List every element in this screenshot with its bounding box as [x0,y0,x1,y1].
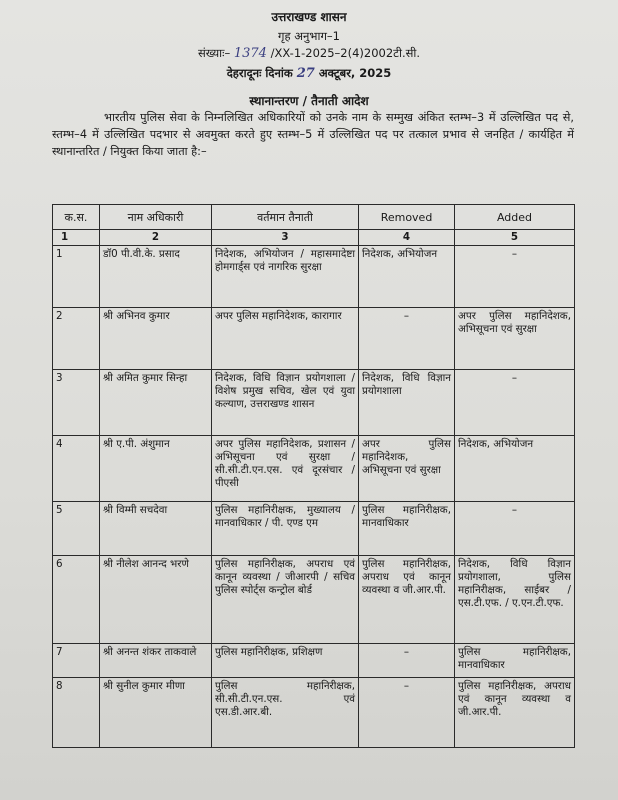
removed-posting-cell: निदेशक, अभियोजन [359,246,455,308]
handwritten-date: 27 [296,66,315,81]
column-number: 5 [455,230,575,246]
added-posting-cell: अपर पुलिस महानिदेशक, अभिसूचना एवं सुरक्षा [455,308,575,370]
table-row [53,370,575,436]
officer-name-cell: डॉ0 पी.वी.के. प्रसाद [100,246,212,308]
serial-cell: 7 [53,644,100,678]
table-header-row [53,205,575,230]
current-posting-cell: निदेशक, अभियोजन / महासमादेष्टा होमगार्ड्स एवं नागरिक सुरक्षा [212,246,359,308]
added-posting-cell: निदेशक, अभियोजन [455,436,575,502]
serial-cell: 2 [53,308,100,370]
order-number [0,46,618,61]
date-suffix: अक्टूबर, 2025 [318,66,392,80]
officer-name-cell: श्री अमित कुमार सिन्हा [100,370,212,436]
current-posting-cell: पुलिस महानिरीक्षक, मुख्यालय / मानवाधिकार / पी. एण्ड एम [212,502,359,556]
table-row [53,556,575,644]
header-added: Added [455,205,575,230]
serial-cell: 4 [53,436,100,502]
officer-name-cell: श्री अनन्त शंकर ताकवाले [100,644,212,678]
current-posting-cell: अपर पुलिस महानिदेशक, कारागार [212,308,359,370]
added-posting-cell: पुलिस महानिरीक्षक, अपराध एवं कानून व्यवस्था व जी.आर.पी. [455,678,575,748]
serial-cell: 5 [53,502,100,556]
date-prefix: देहरादूनः दिनांक [226,66,293,80]
current-posting-cell: पुलिस महानिरीक्षक, अपराध एवं कानून व्यवस्था / जीआरपी / सचिव पुलिस स्पोर्ट्स कन्ट्रोल बोर्ड [212,556,359,644]
officer-name-cell: श्री विम्मी सचदेवा [100,502,212,556]
column-number: 4 [359,230,455,246]
serial-cell: 3 [53,370,100,436]
table-row [53,246,575,308]
removed-posting-cell: निदेशक, विधि विज्ञान प्रयोगशाला [359,370,455,436]
added-posting-cell: – [455,246,575,308]
officer-name-cell: श्री अभिनव कुमार [100,308,212,370]
column-number: 1 [53,230,100,246]
added-posting-cell: पुलिस महानिरीक्षक, मानवाधिकार [455,644,575,678]
section-heading: गृह अनुभाग–1 [277,29,340,43]
removed-posting-cell: – [359,644,455,678]
column-number-row [53,230,575,246]
added-posting-cell: – [455,370,575,436]
table-row [53,678,575,748]
removed-posting-cell: – [359,308,455,370]
serial-cell: 6 [53,556,100,644]
table-row [53,644,575,678]
removed-posting-cell: – [359,678,455,748]
column-number: 3 [212,230,359,246]
officer-name-cell: श्री ए.पी. अंशुमान [100,436,212,502]
government-heading: उत्तराखण्ड शासन [271,10,347,24]
order-date [0,66,618,81]
table-row [53,436,575,502]
handwritten-number: 1374 [233,46,267,61]
removed-posting-cell: पुलिस महानिरीक्षक, अपराध एवं कानून व्यवस्था व जी.आर.पी. [359,556,455,644]
header-name: नाम अधिकारी [100,205,212,230]
officer-name-cell: श्री नीलेश आनन्द भरणे [100,556,212,644]
added-posting-cell: – [455,502,575,556]
current-posting-cell: पुलिस महानिरीक्षक, सी.सी.टी.एन.एस. एवं एस.डी.आर.बी. [212,678,359,748]
table-row [53,308,575,370]
column-number: 2 [100,230,212,246]
number-label: संख्याः– [197,46,231,60]
table-row [53,502,575,556]
transfer-table [52,204,575,748]
header-serial: क.स. [53,205,100,230]
order-title: स्थानान्तरण / तैनाती आदेश [249,94,369,108]
serial-cell: 1 [53,246,100,308]
added-posting-cell: निदेशक, विधि विज्ञान प्रयोगशाला, पुलिस महानिरीक्षक, साईबर / एस.टी.एफ. / ए.एन.टी.एफ. [455,556,575,644]
header-removed: Removed [359,205,455,230]
current-posting-cell: अपर पुलिस महानिदेशक, प्रशासन / अभिसूचना एवं सुरक्षा / सी.सी.टी.एन.एस. एवं दूरसंचार / पीएसी [212,436,359,502]
removed-posting-cell: अपर पुलिस महानिदेशक, अभिसूचना एवं सुरक्षा [359,436,455,502]
order-paragraph: भारतीय पुलिस सेवा के निम्नलिखित अधिकारियों को उनके नाम के सम्मुख अंकित स्तम्भ–3 में उल्लिखित पद से, स्तम्भ–4 में उल्लिखित पदभार से अवमुक्त करते हुए स्तम्भ–5 में उल्लिखित पद पर तत्काल प्रभाव से जनहित / कार्यहित में स्थानान्तरित / नियुक्त किया जाता है:– [52,111,574,158]
removed-posting-cell: पुलिस महानिरीक्षक, मानवाधिकार [359,502,455,556]
header-current-posting: वर्तमान तैनाती [212,205,359,230]
serial-cell: 8 [53,678,100,748]
current-posting-cell: निदेशक, विधि विज्ञान प्रयोगशाला / विशेष प्रमुख सचिव, खेल एवं युवा कल्याण, उत्तराखण्ड शासन [212,370,359,436]
current-posting-cell: पुलिस महानिरीक्षक, प्रशिक्षण [212,644,359,678]
number-suffix: /XX-1-2025–2(4)2002टी.सी. [270,46,421,60]
officer-name-cell: श्री सुनील कुमार मीणा [100,678,212,748]
